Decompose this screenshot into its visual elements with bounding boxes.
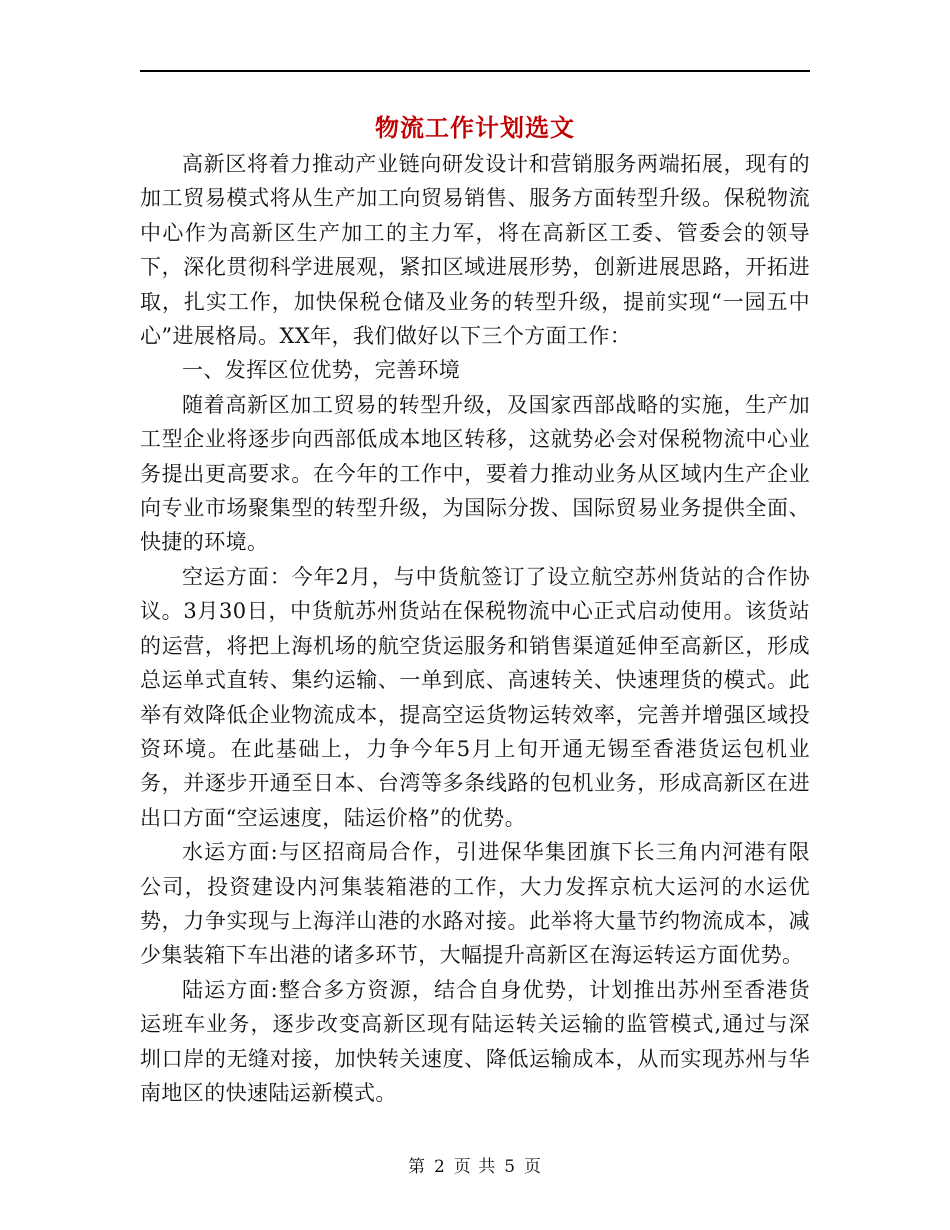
section-heading: 一、发挥区位优势，完善环境: [182, 358, 461, 383]
current-page-number: 2: [433, 1157, 446, 1177]
footer-suffix: 页: [524, 1157, 543, 1177]
paragraph-water-transport: 水运方面:与区招商局合作，引进保华集团旗下长三角内河港有限公司，投资建设内河集装箱港的工作，大力发挥京杭大运河的水运优势，力争实现与上海洋山港的水路对接。此举将大量节约物流成本，减少集装箱下车出港的诸多环节，大幅提升高新区在海运转运方面优势。: [140, 840, 810, 968]
paragraph-intro: 高新区将着力推动产业链向研发设计和营销服务两端拓展，现有的加工贸易模式将从生产加工向贸易销售、服务方面转型升级。保税物流中心作为高新区生产加工的主力军，将在高新区工委、管委会的领导下，深化贯彻科学进展观，紧扣区域进展形势，创新进展思路，开拓进取，扎实工作，加快保税仓储及业务的转型升级，提前实现“一园五中心”进展格局。XX年，我们做好以下三个方面工作：: [140, 152, 810, 349]
page-footer: [140, 1152, 810, 1177]
document-title: 物流工作计划选文: [375, 113, 575, 142]
paragraph-land-transport: 陆运方面:整合多方资源，结合自身优势，计划推出苏州至香港货运班车业务，逐步改变高新区现有陆运转关运输的监管模式,通过与深圳口岸的无缝对接，加快转关速度、降低运输成本，从而实现苏州与华南地区的快速陆运新模式。: [140, 977, 810, 1105]
paragraph-west-strategy: 随着高新区加工贸易的转型升级，及国家西部战略的实施，生产加工型企业将逐步向西部低成本地区转移，这就势必会对保税物流中心业务提出更高要求。在今年的工作中，要着力推动业务从区域内生产企业向专业市场聚集型的转型升级，为国际分拨、国际贸易业务提供全面、快捷的环境。: [140, 392, 810, 555]
total-pages-number: 5: [504, 1157, 517, 1177]
footer-middle: 页 共: [453, 1157, 497, 1177]
header-rule: [140, 70, 810, 72]
document-body: [140, 147, 810, 1110]
footer-prefix: 第: [407, 1157, 426, 1177]
paragraph-air-transport: 空运方面：今年2月，与中货航签订了设立航空苏州货站的合作协议。3月30日，中货航苏州货站在保税物流中心正式启动使用。该货站的运营，将把上海机场的航空货运服务和销售渠道延伸至高新区，形成总运单式直转、集约运输、一单到底、高速转关、快速理货的模式。此举有效降低企业物流成本，提高空运货物运转效率，完善并增强区域投资环境。在此基础上，力争今年5月上旬开通无锡至香港货运包机业务，并逐步开通至日本、台湾等多条线路的包机业务，形成高新区在进出口方面“空运速度，陆运价格”的优势。: [140, 564, 810, 830]
